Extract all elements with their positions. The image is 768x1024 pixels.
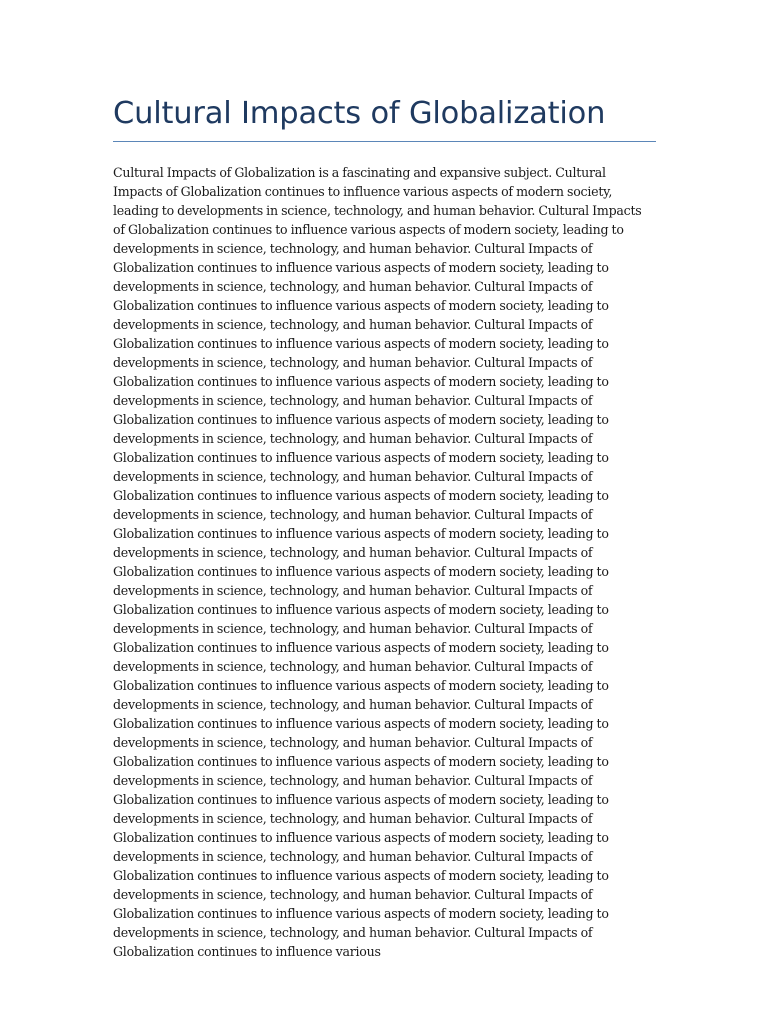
title-underline	[113, 141, 656, 142]
document-title: Cultural Impacts of Globalization	[113, 96, 606, 131]
body-paragraph: Cultural Impacts of Globalization is a fascinating and expansive subject. Cultural Impacts of Globalization continues to influence various aspects of modern society, leading to developments in science, technology, and human behavior. Cultural Impacts of Globalization continues to influence various aspects of modern society, leading to developments in science, technology, and human behavior. Cultural Impacts of Globalization continues to influence various aspects of modern society, leading to developments in science, technology, and human behavior. Cultural Impacts of Globalization continues to influence various aspects of modern society, leading to developments in science, technology, and human behavior. Cultural Impacts of Globalization continues to influence various aspects of modern society, leading to developments in science, technology, and human behavior. Cultural Impacts of Globalization continues to influence various aspects of modern society, leading to developments in science, technology, and human behavior. Cultural Impacts of Globalization continues to influence various aspects of modern society, leading to developments in science, technology, and human behavior. Cultural Impacts of Globalization continues to influence various aspects of modern society, leading to developments in science, technology, and human behavior. Cultural Impacts of Globalization continues to influence various aspects of modern society, leading to developments in science, technology, and human behavior. Cultural Impacts of Globalization continues to influence various aspects of modern society, leading to developments in science, technology, and human behavior. Cultural Impacts of Globalization continues to influence various aspects of modern society, leading to developments in science, technology, and human behavior. Cultural Impacts of Globalization continues to influence various aspects of modern society, leading to developments in science, technology, and human behavior. Cultural Impacts of Globalization continues to influence various aspects of modern society, leading to developments in science, technology, and human behavior. Cultural Impacts of Globalization continues to influence various aspects of modern society, leading to developments in science, technology, and human behavior. Cultural Impacts of Globalization continues to influence various aspects of modern society, leading to developments in science, technology, and human behavior. Cultural Impacts of Globalization continues to influence various aspects of modern society, leading to developments in science, technology, and human behavior. Cultural Impacts of Globalization continues to influence various aspects of modern society, leading to developments in science, technology, and human behavior. Cultural Impacts of Globalization continues to influence various aspects of modern society, leading to developments in science, technology, and human behavior. Cultural Impacts of Globalization continues to influence various aspects of modern society, leading to developments in science, technology, and human behavior. Cultural Impacts of Globalization continues to influence various aspects of modern society, leading to developments in science, technology, and human behavior. Cultural Impacts of Globalization continues to influence various	[113, 165, 642, 959]
document-page	[113, 94, 656, 961]
